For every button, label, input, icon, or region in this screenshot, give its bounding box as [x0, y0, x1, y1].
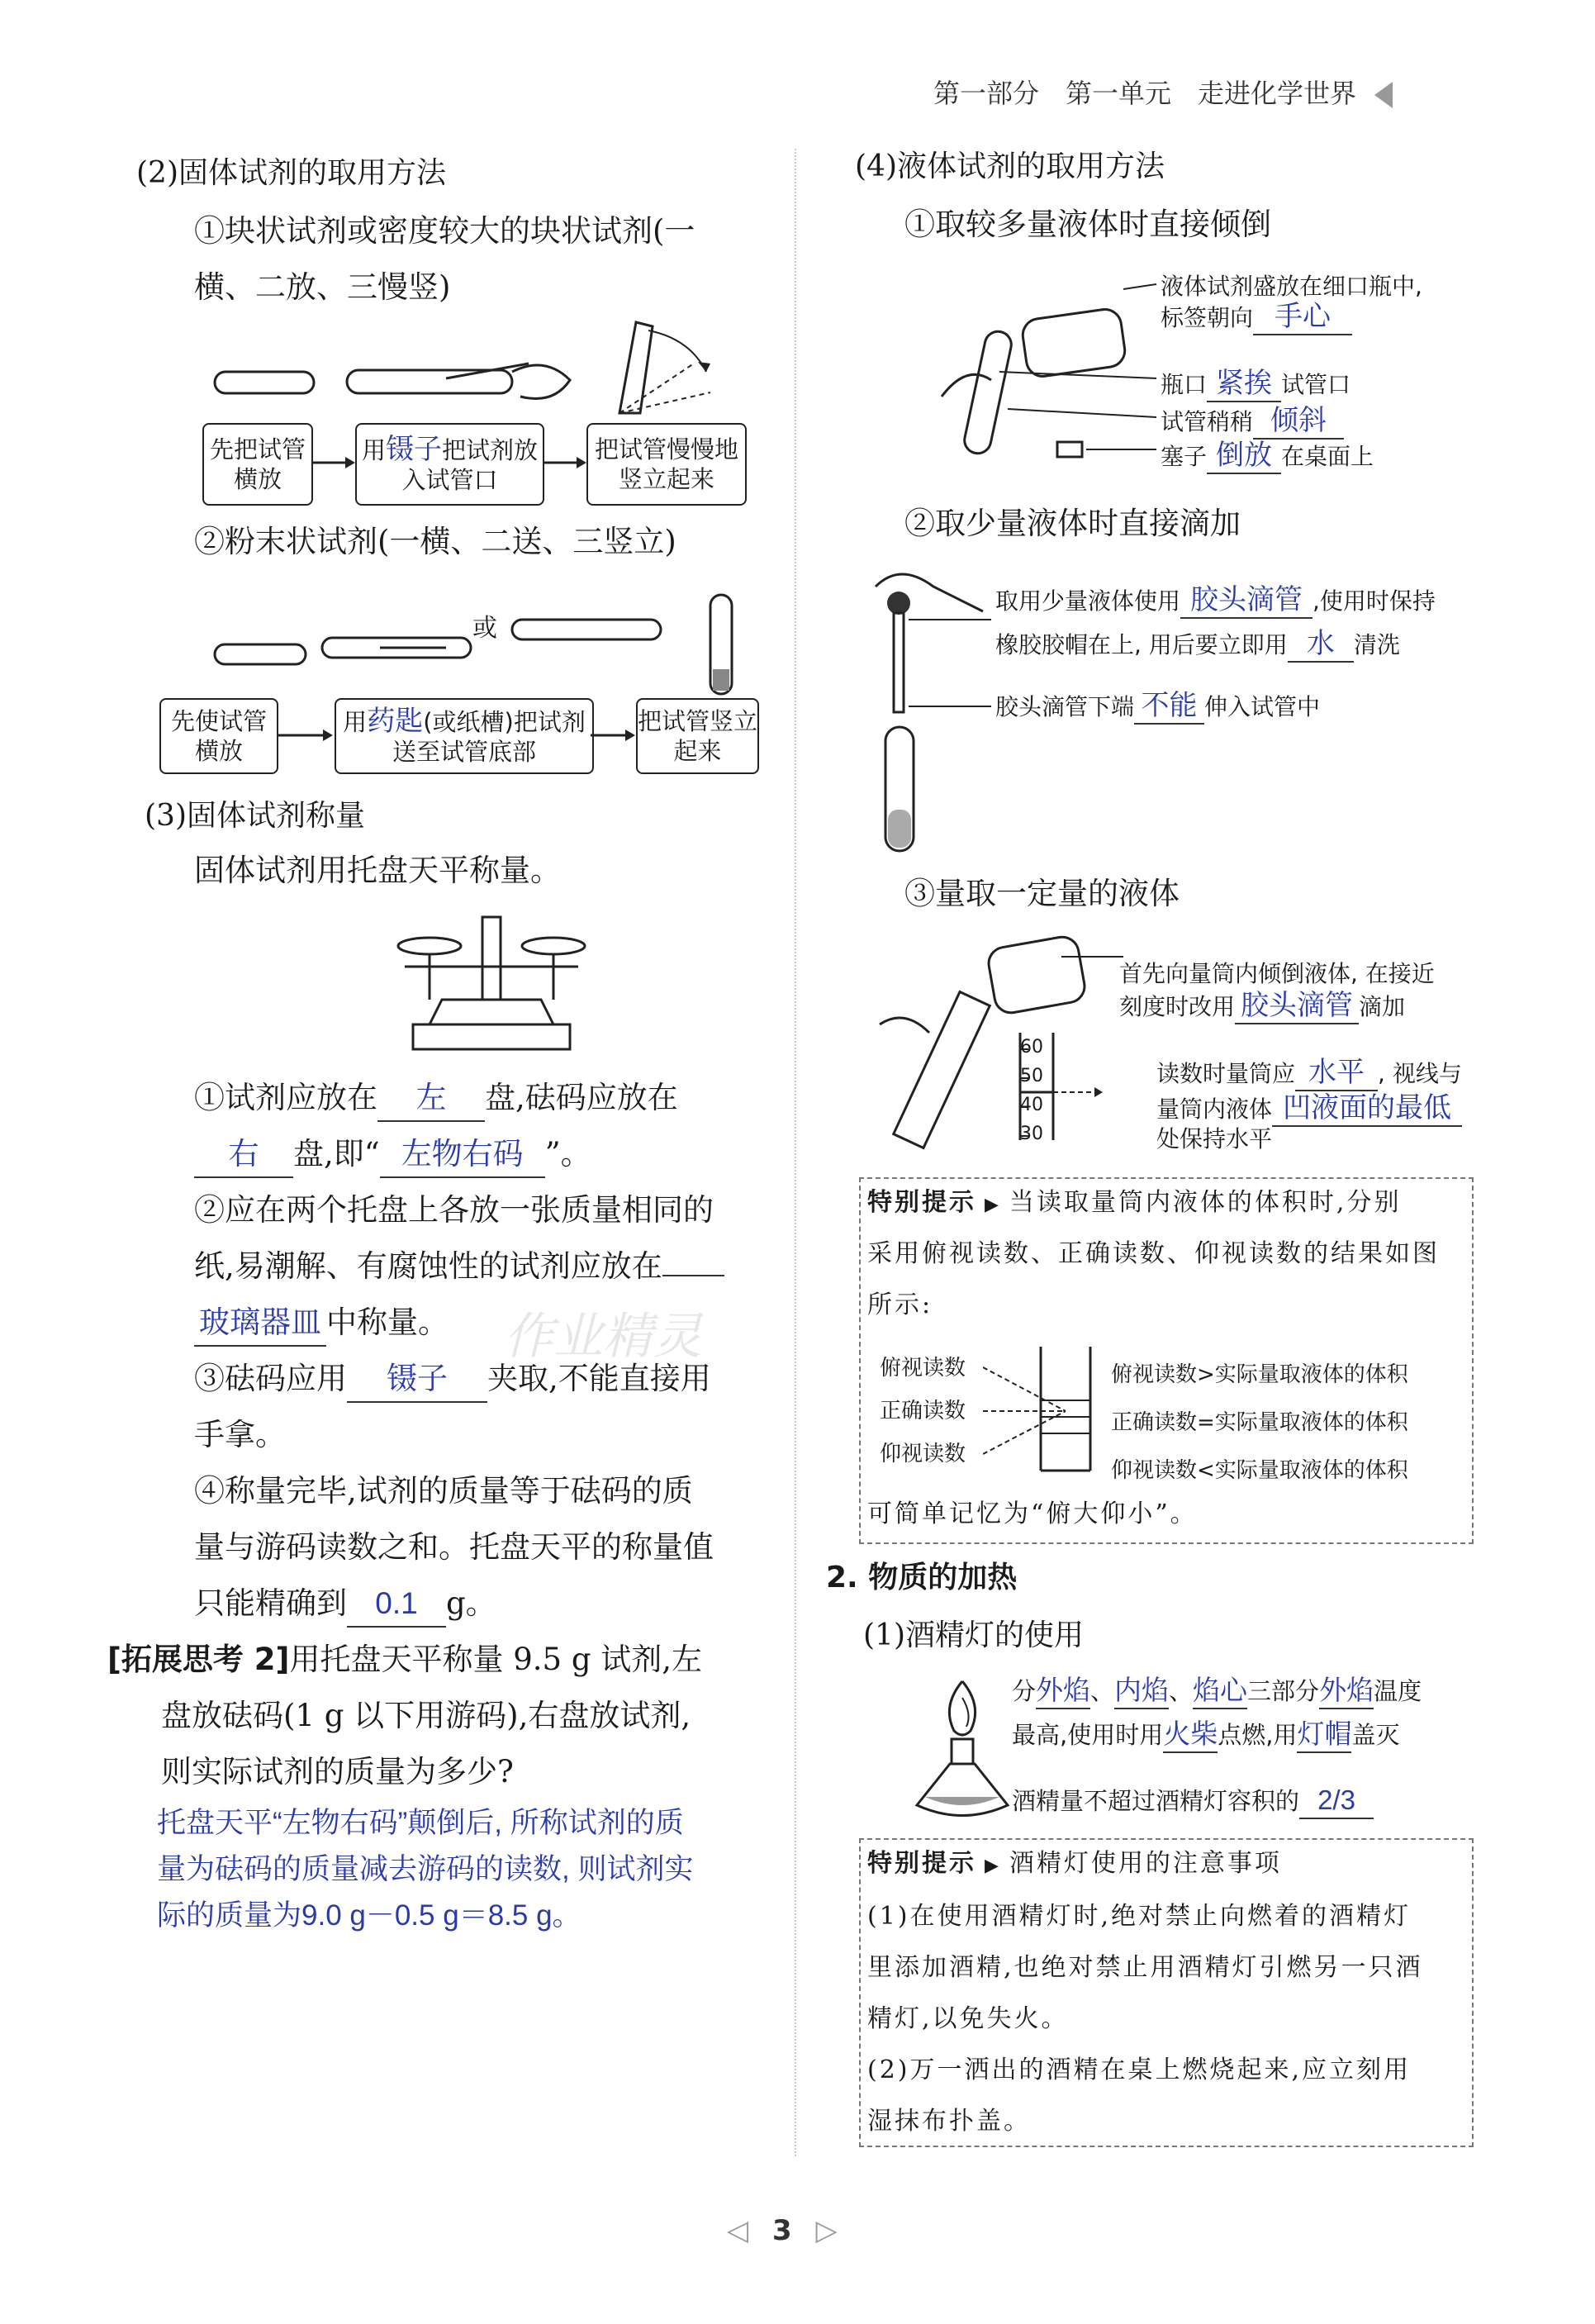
- watermark: 作业精灵: [504, 1308, 702, 1366]
- dropper-illustration: [867, 562, 1016, 859]
- flow1-answer: 镊子: [386, 433, 442, 465]
- q1-answer-right: 右: [194, 1132, 293, 1178]
- section-title-2: (2)固体试剂的取用方法: [136, 156, 446, 190]
- tick-label: 60: [1020, 1037, 1043, 1057]
- tip2-label: 特别提示: [867, 1849, 976, 1878]
- extension-answer-3: 际的质量为9.0 g－0.5 g＝8.5 g。: [157, 1899, 582, 1932]
- pour-text-3: 瓶口 紧挨 试管口: [1161, 366, 1351, 402]
- measure-text-5: 处保持水平: [1156, 1125, 1273, 1152]
- text-measure: ③量取一定量的液体: [904, 876, 1180, 911]
- header-title: 第一部分 第一单元 走进化学世界: [933, 78, 1357, 109]
- tip2-line3: 精灯,以免失火。: [867, 2004, 1069, 2033]
- flow2-arrows: [275, 719, 638, 752]
- tip2-line5: 湿抹布扑盖。: [867, 2107, 1031, 2136]
- text-lump-1: ①块状试剂或密度较大的块状试剂(一: [194, 213, 695, 249]
- pour-answer-4: 倒放: [1207, 438, 1281, 474]
- lamp-answer-extinguish: 灯帽: [1297, 1717, 1351, 1753]
- measure-text-2: 刻度时改用 胶头滴管 滴加: [1119, 988, 1405, 1024]
- page-number: 3: [771, 2214, 792, 2247]
- column-separator: [795, 149, 796, 2156]
- q1-line2: 右 盘,即“ 左物右码 ”。: [194, 1126, 591, 1182]
- text-balance-intro: 固体试剂用托盘天平称量。: [194, 853, 561, 888]
- lamp-answer-inner: 内焰: [1114, 1673, 1169, 1709]
- lamp-text-1: 分外焰、内焰、焰心三部分外焰温度: [1012, 1673, 1422, 1709]
- q4-line1: ④称量完毕,试剂的质量等于砝码的质: [194, 1473, 693, 1509]
- q4-line3: 只能精确到 0.1 g。: [194, 1575, 496, 1632]
- q2-line1: ②应在两个托盘上各放一张质量相同的: [194, 1192, 714, 1228]
- q1-answer-left: 左: [377, 1076, 485, 1122]
- extension-line3: 则实际试剂的质量为多少?: [161, 1754, 514, 1789]
- pour-text-2: 标签朝向 手心: [1161, 299, 1352, 335]
- q1-answer-rule: 左物右码: [380, 1132, 545, 1178]
- tip2-line1: (1)在使用酒精灯时,绝对禁止向燃着的酒精灯: [867, 1902, 1412, 1931]
- extension-line1: [拓展思考 2]用托盘天平称量 9.5 g 试剂,左: [107, 1642, 703, 1677]
- measure-answer-2: 水平: [1295, 1055, 1378, 1091]
- tip2-line4: (2)万一洒出的酒精在桌上燃烧起来,应立刻用: [867, 2055, 1412, 2084]
- tip2-title-line: 特别提示 ▶ 酒精灯使用的注意事项: [867, 1849, 1282, 1878]
- q3-line1: ③砝码应用 镊子 夹取,不能直接用: [194, 1351, 711, 1407]
- tip1-left-labels: 俯视读数 正确读数 仰视读数: [880, 1356, 966, 1466]
- flow2-answer: 药匙: [367, 705, 424, 737]
- measure-text-1: 首先向量筒内倾倒液体, 在接近: [1119, 960, 1435, 987]
- text-drop: ②取少量液体时直接滴加: [904, 506, 1241, 541]
- page-footer: [727, 2214, 838, 2247]
- tip1-right-labels: 俯视读数>实际量取液体的体积 正确读数=实际量取液体的体积 仰视读数<实际量取液体的体积: [1111, 1362, 1408, 1483]
- prev-page-icon[interactable]: ◁: [727, 2214, 749, 2247]
- extension-line2: 盘放砝码(1 g 以下用游码),右盘放试剂,: [161, 1698, 691, 1733]
- tick-label: 40: [1020, 1095, 1043, 1115]
- measure-text-3: 读数时量筒应 水平 , 视线与: [1156, 1055, 1462, 1091]
- extension-answer-1: 托盘天平“左物右码”颠倒后, 所称试剂的质: [157, 1807, 684, 1839]
- text-pour: ①取较多量液体时直接倾倒: [904, 207, 1271, 242]
- q1-line1: ①试剂应放在 左 盘,砝码应放在: [194, 1070, 678, 1126]
- drop-text-1: 取用少量液体使用 胶头滴管 ,使用时保持: [995, 582, 1436, 619]
- pour-answer-2: 紧挨: [1207, 366, 1281, 402]
- header-marker-icon: [1374, 82, 1393, 108]
- pour-text-1: 液体试剂盛放在细口瓶中,: [1161, 273, 1422, 300]
- or-label: 或: [472, 614, 497, 643]
- lamp-answer-core: 焰心: [1193, 1673, 1247, 1709]
- next-page-icon[interactable]: ▷: [815, 2214, 838, 2247]
- flow2-step1: 先使试管横放: [159, 698, 278, 774]
- q3-line2: 手拿。: [194, 1417, 286, 1452]
- alcohol-lamp-illustration: [900, 1673, 1024, 1830]
- tick-label: 30: [1020, 1124, 1043, 1144]
- section-title-lamp: (1)酒精灯的使用: [863, 1618, 1084, 1652]
- measure-illustration: [876, 934, 1123, 1157]
- tick-label: 50: [1020, 1066, 1043, 1086]
- tip1-line2: 采用俯视读数、正确读数、仰视读数的结果如图: [867, 1239, 1440, 1268]
- flow2-step3: 把试管竖立起来: [636, 698, 759, 774]
- lamp-answer-hottest: 外焰: [1319, 1673, 1374, 1709]
- extension-label: [拓展思考 2]: [107, 1642, 290, 1677]
- lump-reagent-illustration: [198, 314, 776, 430]
- measure-answer-3: 凹液面的最低: [1272, 1091, 1462, 1127]
- lamp-answer-capacity: 2/3: [1299, 1783, 1374, 1819]
- lamp-text-3: 酒精量不超过酒精灯容积的 2/3: [1012, 1783, 1374, 1819]
- lamp-answer-light: 火柴: [1163, 1717, 1218, 1753]
- page-header: [933, 73, 1393, 111]
- q2-line2: 纸,易潮解、有腐蚀性的试剂应放在: [194, 1238, 724, 1295]
- tip1-label: 特别提示: [867, 1188, 976, 1217]
- text-powder: ②粉末状试剂(一横、二送、三竖立): [194, 524, 676, 559]
- measure-text-4: 量筒内液体 凹液面的最低: [1156, 1091, 1462, 1127]
- tip1-line4: 可简单记忆为“俯大仰小”。: [867, 1499, 1198, 1528]
- drop-text-3: 胶头滴管下端 不能 伸入试管中: [995, 688, 1320, 725]
- q2-line3: 玻璃器皿 中称量。: [194, 1295, 449, 1351]
- flow1-step3: 把试管慢慢地竖立起来: [586, 423, 747, 506]
- tip1-line1: 特别提示 ▶ 当读取量筒内液体的体积时,分别: [867, 1188, 1402, 1217]
- flow1-step2: 用镊子把试剂放入试管口: [355, 423, 544, 506]
- drop-answer-3: 不能: [1134, 688, 1204, 725]
- measure-answer-1: 胶头滴管: [1235, 988, 1359, 1024]
- q4-answer: 0.1: [347, 1581, 446, 1628]
- q2-answer: 玻璃器皿: [194, 1300, 326, 1347]
- drop-text-2: 橡胶胶帽在上, 用后要立即用 水 清洗: [995, 626, 1400, 663]
- drop-answer-1: 胶头滴管: [1180, 582, 1313, 619]
- q3-answer: 镊子: [347, 1357, 487, 1403]
- pour-answer-3: 倾斜: [1253, 403, 1344, 440]
- tip2-line2: 里添加酒精,也绝对禁止用酒精灯引燃另一只酒: [867, 1953, 1423, 1982]
- text-lump-2: 横、二放、三慢竖): [194, 269, 451, 305]
- reading-cylinder-diagram: [983, 1338, 1099, 1479]
- pour-text-5: 塞子 倒放 在桌面上: [1161, 438, 1374, 474]
- cylinder-ticks: [1020, 1033, 1043, 1148]
- flow1-arrows: [310, 446, 591, 479]
- pour-illustration: [933, 273, 1165, 471]
- drop-answer-2: 水: [1288, 626, 1354, 663]
- extension-answer-2: 量为砝码的质量减去游码的读数, 则试剂实: [157, 1853, 694, 1885]
- lamp-answer-outer: 外焰: [1036, 1673, 1090, 1709]
- lamp-text-2: 最高,使用时用火柴点燃,用灯帽盖灭: [1012, 1717, 1399, 1753]
- pour-answer-1: 手心: [1253, 299, 1352, 335]
- section-title-heating: 2. 物质的加热: [826, 1561, 1018, 1594]
- pour-text-4: 试管稍稍 倾斜: [1161, 403, 1344, 440]
- flow2-step2: 用药匙(或纸槽)把试剂送至试管底部: [335, 698, 594, 774]
- flow1-step1: 先把试管横放: [202, 423, 313, 506]
- q4-line2: 量与游码读数之和。托盘天平的称量值: [194, 1529, 714, 1565]
- tip1-line3: 所示:: [867, 1290, 933, 1319]
- section-title-3: (3)固体试剂称量: [145, 799, 365, 833]
- section-title-4: (4)液体试剂的取用方法: [855, 150, 1165, 183]
- balance-illustration: [396, 909, 586, 1057]
